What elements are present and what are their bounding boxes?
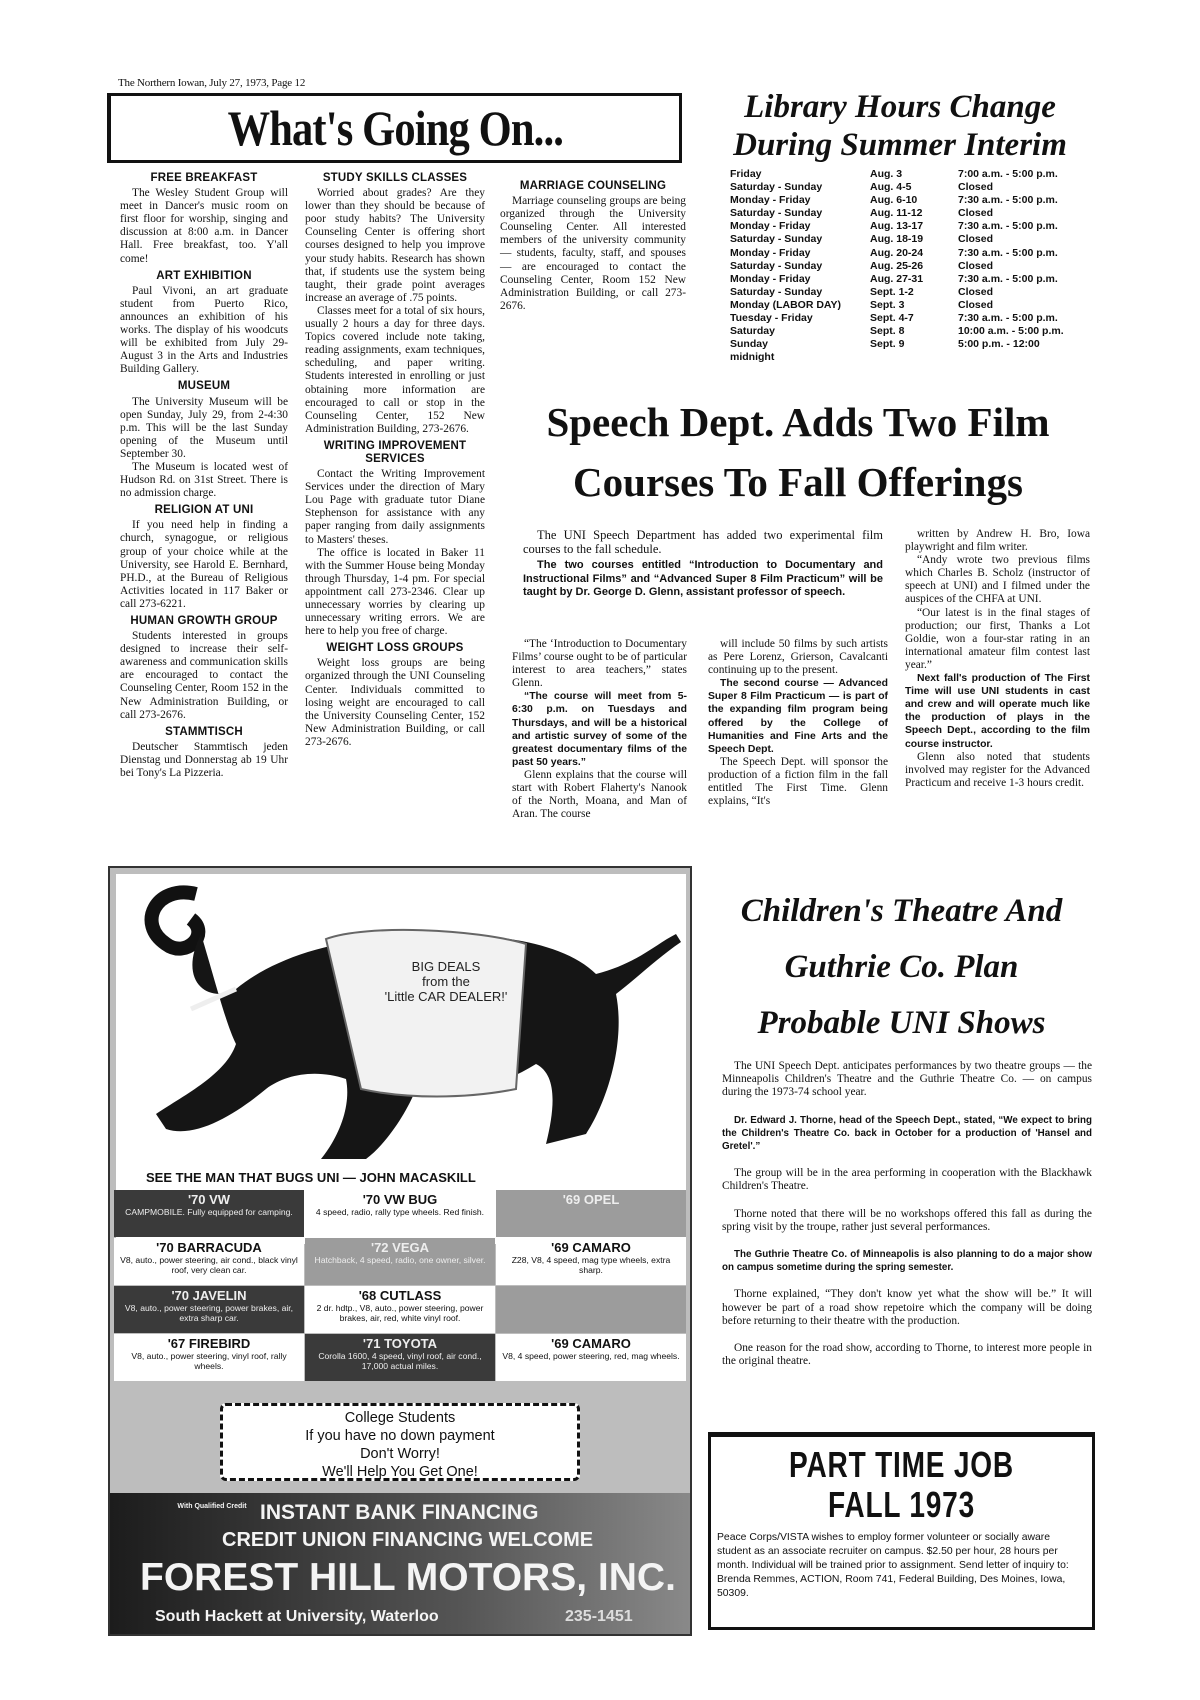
library-days: Saturday - Sunday (730, 207, 823, 220)
car-listing (496, 1238, 686, 1285)
car-model: '68 CUTLASS (358, 1288, 442, 1303)
paragraph: Weight loss groups are being organized through the UNI Counseling Center. Individuals committed to losing weight are encouraged to call the University Counseling Center, 152 New Administration Building, or call 273-2676. (305, 657, 485, 748)
library-date: Aug. 11-12 (870, 207, 923, 220)
library-date: Aug. 6-10 (870, 194, 918, 207)
car-model: '69 CAMARO (551, 1336, 631, 1351)
credit-union-financing: CREDIT UNION FINANCING WELCOME (222, 1529, 594, 1551)
subhead: WEIGHT LOSS GROUPS (326, 642, 464, 655)
library-days: Tuesday - Friday (730, 312, 813, 325)
dealer-name: FOREST HILL MOTORS, INC. (140, 1556, 676, 1599)
car-listing (114, 1286, 304, 1333)
paragraph: Worried about grades? Are they lower than they should be because of poor study habits? The University Counseling Center is offering short courses designed to help you improve your study habits. Research has shown that, if students use the system being taught, their grade point averages increase an average of .75 points. (305, 187, 485, 304)
subhead: MUSEUM (177, 380, 231, 393)
library-hours: 10:00 a.m. - 5:00 p.m. (958, 325, 1064, 338)
job-title: PART TIME JOB (789, 1444, 1014, 1485)
blanket-line: 'Little CAR DEALER!' (384, 989, 508, 1004)
library-hours-row (730, 286, 1064, 299)
paragraph: The Speech Dept. will sponsor the production of a fiction film in the fall entitled The First Time. Glenn explains, “It's (708, 755, 888, 808)
column-announcements-3 (500, 176, 686, 313)
library-hours: 7:30 a.m. - 5:00 p.m. (958, 246, 1058, 259)
paragraph: “Andy wrote two previous films which Charles B. Scholz (instructor of speech at UNI) and I filmed under the auspices of the CHFA at UNI. (905, 554, 1090, 606)
car-description: V8, 4 speed, power steering, red, mag wheels. (502, 1351, 680, 1361)
library-hours-row (730, 207, 1064, 220)
library-days: Saturday - Sunday (730, 181, 823, 194)
subhead: RELIGION AT UNI (154, 504, 254, 517)
library-hours-row (730, 312, 1064, 325)
paragraph: The UNI Speech Dept. anticipates performances by two theatre groups — the Minneapolis Children's Theatre and the Guthrie Theatre Co. — on campus during the 1973-74 school year. (722, 1060, 1092, 1099)
library-continuation: midnight (730, 351, 775, 364)
car-description: V8, auto., power steering, power brakes, air, extra sharp car. (124, 1303, 294, 1323)
library-date: Sept. 1-2 (870, 285, 914, 298)
subhead: FREE BREAKFAST (150, 172, 258, 184)
part-time-job-ad (708, 1432, 1095, 1630)
paragraph: The Wesley Student Group will meet in Dancer's music room on first floor for worship, singing and discussion at 8:00 a.m. in Dancer Hall. Free breakfast, too. Y'all come! (120, 187, 288, 265)
car-description: 4 speed, radio, rally type wheels. Red finish. (315, 1207, 485, 1217)
library-hours: 7:30 a.m. - 5:00 p.m. (958, 272, 1058, 285)
paragraph: The University Museum will be open Sunday, July 29, from 2-4:30 p.m. This will be the last Sunday opening of the Museum until September 30. (120, 395, 288, 460)
library-hours-row (730, 273, 1064, 286)
car-model: '69 OPEL (562, 1192, 620, 1207)
car-model: '70 BARRACUDA (156, 1240, 262, 1255)
blanket-text (371, 959, 521, 1004)
paragraph: The second course — Advanced Super 8 Film Practicum — is part of the expanding film program being offered by the College of Humanities and Fine Arts and the Speech Dept. (708, 678, 888, 755)
elephant-illustration (116, 874, 686, 1164)
college-students-callout (220, 1403, 580, 1481)
car-model: '67 FIREBIRD (167, 1336, 251, 1351)
paragraph: The UNI Speech Department has added two experimental film courses to the fall schedule. (523, 528, 883, 556)
car-description: Corolla 1600, 4 speed, vinyl roof, air cond., 17,000 actual miles. (318, 1351, 482, 1371)
car-listing-grid (114, 1190, 690, 1381)
car-model: '72 VEGA (370, 1240, 429, 1255)
library-hours: Closed (958, 181, 994, 194)
car-model: '69 CAMARO (551, 1240, 631, 1255)
paragraph: Marriage counseling groups are being organized through the University Counseling Center. All interested members of the university community — students, faculty, staff, and spouses — are encouraged to contact the Counseling Center, Room 152 New Administration Building, or call 273-2676. (500, 195, 686, 312)
subhead: MARRIAGE COUNSELING (519, 180, 667, 192)
paragraph: The Guthrie Theatre Co. of Minneapolis is also planning to do a major show on campus sometime during the spring semester. (722, 1249, 1092, 1274)
paragraph: The office is located in Baker 11 with the Summer House being Monday through Thursday, 1-4 pm. For special appointment call 273-2346. Clear up unnecessary worries by clearing up unnecessary writing errors. We are here to help you free of charge. (305, 546, 485, 638)
section-title: What's Going On... (227, 100, 563, 156)
car-listing (305, 1286, 495, 1333)
subhead: STUDY SKILLS CLASSES (322, 172, 468, 184)
speech-intro (523, 528, 883, 600)
library-date: Aug. 18-19 (870, 233, 924, 246)
car-model: '70 VW BUG (362, 1192, 438, 1207)
library-hours-row (730, 299, 1064, 312)
subhead: WRITING IMPROVEMENT SERVICES (323, 439, 467, 465)
paragraph: Glenn also noted that students involved may register for the Advanced Practicum and receive 1-3 hours credit. (905, 750, 1090, 789)
car-listing (114, 1190, 304, 1237)
headline-line: Probable UNI Shows (757, 1005, 1046, 1041)
library-days: Sunday (730, 338, 768, 351)
library-hours-row (730, 247, 1064, 260)
job-description: Peace Corps/VISTA wishes to employ former volunteer or socially aware student as an associate recruiter on campus. $2.50 per hour, 28 hours per month. Individual will be trained prior to assignment. Send letter of inquiry to: Brenda Remmes, ACTION, Room 741, Federal Building, Des Moines, Iowa, 50309. (717, 1532, 1069, 1599)
library-hours-row (730, 220, 1064, 233)
children-theatre-headline (703, 883, 1100, 1051)
children-theatre-article (722, 1060, 1092, 1382)
library-hours: 7:30 a.m. - 5:00 p.m. (958, 312, 1058, 325)
library-hours: 5:00 p.m. - 12:00 (958, 338, 1040, 351)
speech-column-3 (905, 528, 1090, 790)
car-description: Z28, V8, 4 speed, mag type wheels, extra sharp. (511, 1255, 671, 1275)
library-hours: Closed (958, 233, 994, 246)
callout-line: We'll Help You Get One! (322, 1464, 478, 1480)
car-description: V8, auto., power steering, vinyl roof, rally wheels. (131, 1351, 287, 1371)
blanket-line: BIG DEALS (411, 959, 481, 974)
subhead: HUMAN GROWTH GROUP (130, 615, 278, 627)
paragraph: The Museum is located west of Hudson Rd. on 31st Street. There is no admission charge. (120, 460, 288, 500)
library-headline: Library Hours Change During Summer Interim (733, 89, 1067, 163)
car-listing (305, 1238, 495, 1285)
library-date: Aug. 20-24 (870, 246, 924, 259)
library-hours: 7:00 a.m. - 5:00 p.m. (958, 168, 1058, 180)
car-listing (496, 1334, 686, 1381)
paragraph: will include 50 films by such artists as Pere Lorenz, Grierson, Cavalcanti continuing up to the present. (708, 638, 888, 677)
subhead: STAMMTISCH (165, 725, 243, 738)
car-description: 2 dr. hdtp., V8, auto., power steering, power brakes, air, red, white vinyl roof. (316, 1303, 484, 1323)
paragraph: Paul Vivoni, an art graduate student from Puerto Rico, announces an exhibition of his works. The display of his woodcuts will be exhibited from July 29-August 3 in the Arts and Industries Building Gallery. (120, 284, 288, 376)
speech-column-2 (708, 638, 888, 808)
car-model: '70 VW (187, 1192, 231, 1207)
car-listing (114, 1334, 304, 1381)
paragraph: “The ‘Introduction to Documentary Films’ course ought to be of particular interest to area teachers,” states Glenn. (512, 638, 687, 690)
paragraph: Dr. Edward J. Thorne, head of the Speech Dept., stated, “We expect to bring the Children's Theatre Co. back in October for a production of 'Hansel and Gretel'.” (722, 1114, 1092, 1153)
paragraph: If you need help in finding a church, synagogue, or religious group of your choice while at the University, see Harold E. Bernhard, PH.D., at the Bureau of Religious Activities located in 117 Baker or call 273-6221. (120, 519, 288, 610)
dealer-address: South Hackett at University, Waterloo (155, 1608, 439, 1625)
car-dealer-ad (108, 866, 692, 1636)
dealer-phone: 235-1451 (565, 1608, 633, 1625)
paragraph: written by Andrew H. Bro, Iowa playwright and film writer. (905, 528, 1090, 554)
library-hours-row (730, 325, 1064, 338)
library-date: Sept. 8 (870, 325, 905, 338)
library-hours: Closed (958, 259, 994, 272)
headline-line: Children's Theatre And (740, 893, 1063, 929)
paragraph: Contact the Writing Improvement Services under the direction of Mary Lou Page with graduate tutor Diane Stephenson for assistance with any paper ranging from daily assignments to Masters' theses. (305, 468, 485, 546)
library-date: Aug. 25-26 (870, 259, 924, 272)
financing-band (110, 1493, 692, 1636)
library-hours: Closed (958, 298, 994, 311)
car-description: V8, auto., power steering, air cond., black vinyl roof, very clean car. (120, 1255, 298, 1275)
library-hours-row (730, 181, 1064, 194)
library-hours-table (730, 168, 1064, 364)
subhead: ART EXHIBITION (156, 269, 252, 282)
paragraph: Next fall's production of The First Time will use UNI students in cast and crew and will operate much like the production of plays in the Speech Dept., according to the film course instructor. (905, 673, 1090, 750)
paragraph: Thorne explained, “They don't know yet what the show will be.” It will however be part of a road show repetoire which the company will be doing before returning to their theatre with the production. (722, 1288, 1092, 1327)
library-date: Aug. 27-31 (870, 272, 924, 285)
car-listing (496, 1190, 686, 1237)
paragraph: One reason for the road show, according to Thorne, to interest more people in the original theatre. (722, 1342, 1092, 1368)
library-days: Monday - Friday (730, 246, 811, 259)
elephant-blanket (326, 930, 526, 1097)
column-announcements-1 (120, 168, 288, 780)
library-days: Saturday - Sunday (730, 285, 823, 298)
library-days: Monday - Friday (730, 272, 811, 285)
callout-line: If you have no down payment (305, 1428, 495, 1444)
library-hours: Closed (958, 285, 994, 298)
library-days: Saturday (730, 325, 775, 338)
paragraph: The group will be in the area performing in cooperation with the Blackhawk Children's Theatre. (722, 1167, 1092, 1193)
library-days: Friday (730, 168, 762, 180)
car-listing (305, 1334, 495, 1381)
car-listing (496, 1286, 686, 1333)
car-description: CAMPMOBILE. Fully equipped for camping. (125, 1207, 293, 1217)
library-days: Saturday - Sunday (730, 259, 823, 272)
paragraph: “The course will meet from 5-6:30 p.m. on Tuesdays and Thursdays, and will be a historical and artistic survey of some of the greatest documentary films of the past 50 years.” (512, 691, 687, 768)
speech-column-1 (512, 638, 687, 821)
paragraph: “Our latest is in the final stages of production; our first, Thanks a Lot Goldie, won a four-star rating in an international amateur film contest last year.” (905, 606, 1090, 671)
library-date: Aug. 3 (870, 168, 903, 180)
library-hours-row (730, 260, 1064, 273)
library-days: Monday (LABOR DAY) (730, 298, 842, 311)
callout-line: Don't Worry! (360, 1446, 440, 1462)
library-date: Aug. 4-5 (870, 181, 912, 194)
library-hours-row (730, 168, 1064, 181)
library-date: Sept. 9 (870, 338, 905, 351)
paragraph: Deutscher Stammtisch jeden Dienstag und Donnerstag ab 19 Uhr bei Tony's La Pizzeria. (120, 740, 288, 780)
library-hours: Closed (958, 207, 994, 220)
qualified-credit-note: With Qualified Credit (177, 1503, 247, 1510)
car-model: '70 JAVELIN (171, 1288, 247, 1303)
library-hours: 7:30 a.m. - 5:00 p.m. (958, 220, 1058, 233)
speech-headline: Speech Dept. Adds Two Film Courses To Fall Offerings (546, 399, 1050, 505)
ad-tagline: SEE THE MAN THAT BUGS UNI — JOHN MACASKILL (146, 1170, 476, 1185)
library-hours-continuation (730, 351, 1064, 364)
car-description: Hatchback, 4 speed, radio, one owner, silver. (314, 1255, 486, 1265)
column-announcements-2 (305, 168, 485, 749)
callout-line: College Students (344, 1410, 456, 1426)
headline-line: Guthrie Co. Plan (784, 949, 1019, 985)
library-days: Monday - Friday (730, 220, 811, 233)
paragraph: Students interested in groups designed to increase their self-awareness and communication skills are encouraged to contact the Counseling Center, Room 152 in the New Administration Building, or call 273-2676. (120, 630, 288, 721)
library-hours: 7:30 a.m. - 5:00 p.m. (958, 194, 1058, 207)
elephant-trunk (152, 892, 199, 948)
car-listing (114, 1238, 304, 1285)
library-hours-row (730, 338, 1064, 351)
paragraph: Thorne noted that there will be no workshops offered this fall as during the spring visit by the troupe, rather just several performances. (722, 1207, 1092, 1233)
library-days: Saturday - Sunday (730, 233, 823, 246)
instant-financing: INSTANT BANK FINANCING (260, 1501, 539, 1524)
paragraph: The two courses entitled “Introduction to Documentary and Instructional Films” and “Advanced Super 8 Film Practicum” will be taught by Dr. George D. Glenn, assistant professor of speech. (523, 559, 883, 598)
paragraph: Classes meet for a total of six hours, usually 2 hours a day for three days. Topics covered include note taking, reading assignments, exam techniques, scheduling, and paper writing. Students interested in enrolling or just obtaining more information are encouraged to call or stop in the Counseling Center, 152 New Administration Building, 273-2676. (305, 304, 485, 435)
car-model: '71 TOYOTA (362, 1336, 438, 1351)
car-listing (305, 1190, 495, 1237)
library-days: Monday - Friday (730, 194, 811, 207)
library-date: Sept. 3 (870, 298, 905, 311)
blanket-line: from the (422, 974, 470, 989)
paragraph: Glenn explains that the course will start with Robert Flaherty's Nanook of the North, Moana, and Man of Aran. The course (512, 768, 687, 821)
library-hours-row (730, 233, 1064, 246)
page-folio: The Northern Iowan, July 27, 1973, Page 12 (118, 77, 306, 89)
library-hours-row (730, 194, 1064, 207)
library-date: Aug. 13-17 (870, 220, 924, 233)
job-subtitle: FALL 1973 (828, 1484, 975, 1525)
library-date: Sept. 4-7 (870, 312, 914, 325)
section-title-box (107, 93, 682, 163)
ad-photo-area (116, 874, 686, 1244)
